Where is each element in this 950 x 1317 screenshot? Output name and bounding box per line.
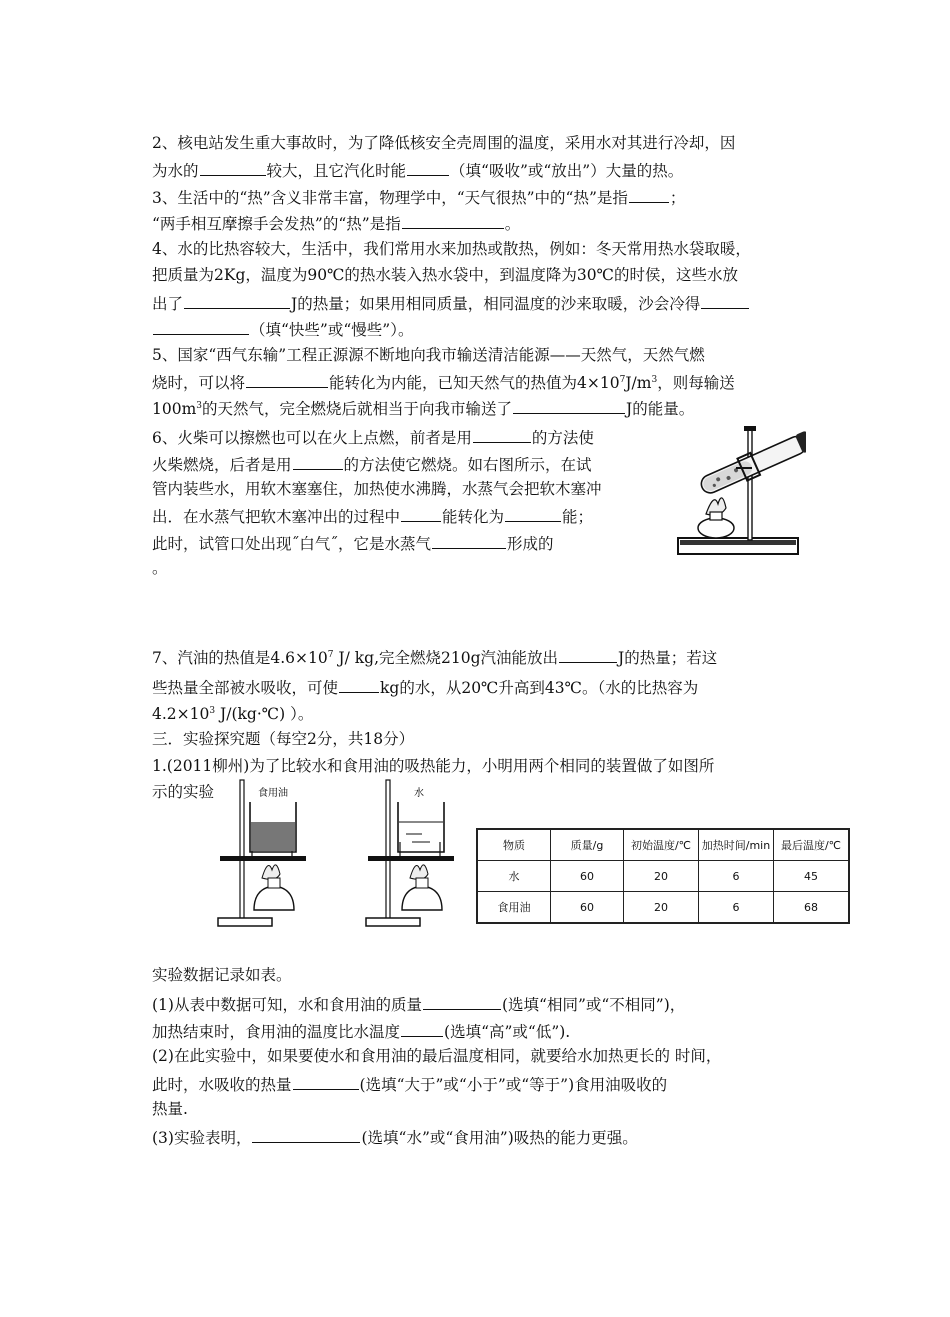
- q6-text: 。: [152, 559, 168, 577]
- e1-line-2: [152, 782, 214, 802]
- q4-text: 把质量为2Kg，温度为90℃的热水装入热水袋中，到温度降为30℃的时侯，这些水放: [152, 266, 738, 284]
- q5-text: 烧时，可以将: [152, 374, 246, 392]
- e1-p2-line-2: [152, 1073, 667, 1095]
- e1-p2-line-3: [152, 1099, 188, 1119]
- q5-line-2: [152, 371, 735, 393]
- q4-line-1: [152, 239, 751, 259]
- table-header: 加热时间/min: [699, 829, 774, 861]
- q6-line-6: [152, 558, 168, 578]
- q6-line-5: [152, 532, 554, 554]
- answer-blank[interactable]: [513, 397, 625, 414]
- exponent: 7: [619, 374, 626, 385]
- q6-text: 能；: [562, 508, 594, 526]
- exponent: 3: [196, 400, 203, 411]
- table-cell: 60: [551, 892, 624, 924]
- answer-blank[interactable]: [402, 212, 504, 229]
- q6-line-2: [152, 453, 592, 475]
- table-header: 质量/g: [551, 829, 624, 861]
- q6-text: 能转化为: [442, 508, 505, 526]
- data-table: [476, 828, 850, 924]
- e1-text: 实验数据记录如表。: [152, 966, 292, 984]
- answer-blank[interactable]: [629, 186, 669, 203]
- table-row: [477, 861, 849, 892]
- answer-blank[interactable]: [701, 292, 749, 309]
- table-cell: 水: [477, 861, 551, 892]
- q4-text: J的热量；如果用相同质量，相同温度的沙来取暖，沙会冷得: [291, 295, 701, 313]
- table-cell: 68: [774, 892, 850, 924]
- table-cell: 食用油: [477, 892, 551, 924]
- e1-text: (选填“高”或“低”).: [444, 1023, 571, 1041]
- q7-text: J/(kg·℃) ）。: [215, 705, 314, 723]
- q7-line-1: [152, 646, 717, 668]
- e1-text: (3)实验表明，: [152, 1129, 252, 1147]
- q6-text: 此时，试管口处出现˝白气˝，它是水蒸气: [152, 535, 432, 553]
- answer-blank[interactable]: [401, 505, 441, 522]
- section-heading: [152, 729, 414, 749]
- q7-text: 4.2×10: [152, 705, 210, 723]
- answer-blank[interactable]: [423, 993, 501, 1010]
- e1-p3-line: [152, 1126, 638, 1148]
- q2-line-1: [152, 133, 735, 153]
- q4-line-3: [152, 292, 750, 314]
- q5-text: J的能量。: [626, 400, 695, 418]
- table-cell: 60: [551, 861, 624, 892]
- q6-text: 形成的: [507, 535, 554, 553]
- answer-blank[interactable]: [473, 426, 531, 443]
- q7-line-3: [152, 704, 313, 724]
- table-header: 物质: [477, 829, 551, 861]
- q4-text: 出了: [152, 295, 184, 313]
- exponent: 3: [209, 705, 216, 716]
- table-cell: 6: [699, 861, 774, 892]
- answer-blank[interactable]: [293, 1073, 359, 1090]
- q3-text: 3、生活中的“热”含义非常丰富，物理学中，“天气很热”中的“热”是指: [152, 189, 628, 207]
- q5-text: 的天然气，完全燃烧后就相当于向我市输送了: [202, 400, 513, 418]
- q2-text: 2、核电站发生重大事故时，为了降低核安全壳周围的温度，采用水对其进行冷却，因: [152, 134, 736, 152]
- beaker-heating-figure: [216, 778, 462, 930]
- q4-line-4: [152, 318, 413, 340]
- q5-line-3: [152, 397, 694, 419]
- e1-text: (选填“相同”或“不相同”)，: [501, 996, 686, 1014]
- q6-line-1: [152, 426, 594, 448]
- q5-text: J/m: [625, 374, 652, 392]
- e1-p2-line-1: [152, 1046, 721, 1066]
- exponent: 3: [651, 374, 658, 385]
- answer-blank[interactable]: [153, 318, 249, 335]
- answer-blank[interactable]: [339, 676, 379, 693]
- test-tube-heating-figure: [676, 424, 806, 560]
- q6-text: 出．在水蒸气把软木塞冲出的过程中: [152, 508, 401, 526]
- e1-text: 此时，水吸收的热量: [152, 1076, 292, 1094]
- q7-text: 7、汽油的热值是4.6×10: [152, 649, 328, 667]
- q4-text: （填“快些”或“慢些”）。: [250, 321, 414, 339]
- q5-text: 100m: [152, 400, 197, 418]
- e1-text: (1)从表中数据可知，水和食用油的质量: [152, 996, 422, 1014]
- e1-text: (2)在此实验中，如果要使水和食用油的最后温度相同，就要给水加热更长的 时间，: [152, 1047, 722, 1065]
- section-title: 三．实验探究题（每空2分，共18分）: [152, 730, 415, 748]
- table-cell: 6: [699, 892, 774, 924]
- answer-blank[interactable]: [293, 453, 343, 470]
- table-header: 初始温度/℃: [624, 829, 699, 861]
- answer-blank[interactable]: [184, 292, 290, 309]
- q2-line-2: [152, 159, 683, 181]
- q7-text: J/ kg,完全燃烧210g汽油能放出: [333, 649, 559, 667]
- q6-text: 的方法使: [531, 429, 594, 447]
- table-cell: 20: [624, 892, 699, 924]
- table-cell: 20: [624, 861, 699, 892]
- answer-blank[interactable]: [200, 159, 266, 176]
- q5-text: 能转化为内能，已知天然气的热值为4×10: [329, 374, 620, 392]
- q6-text: 6、火柴可以擦燃也可以在火上点燃，前者是用: [152, 429, 472, 447]
- q3-text: ；: [669, 189, 686, 207]
- e1-text: 1.(2011柳州)为了比较水和食用油的吸热能力，小明用两个相同的装置做了如图所: [152, 757, 715, 775]
- answer-blank[interactable]: [246, 371, 328, 388]
- water-label: 水: [414, 788, 424, 799]
- q5-text: 5、国家“西气东输”工程正源源不断地向我市输送清洁能源——天然气，天然气燃: [152, 346, 705, 364]
- q6-line-4: [152, 505, 593, 527]
- q3-line-2: [152, 212, 520, 234]
- answer-blank[interactable]: [401, 1020, 443, 1037]
- e1-text: 热量.: [152, 1100, 188, 1118]
- q7-line-2: [152, 676, 698, 698]
- oil-label: 食用油: [258, 788, 288, 799]
- e1-text: (选填“大于”或“小于”或“等于”)食用油吸收的: [359, 1076, 668, 1094]
- q7-text: 些热量全部被水吸收，可使: [152, 679, 339, 697]
- q7-text: J的热量；若这: [618, 649, 718, 667]
- e1-record-line: [152, 965, 292, 985]
- table-cell: 45: [774, 861, 850, 892]
- q2-text: 为水的: [152, 162, 199, 180]
- q3-text: 。: [504, 215, 521, 233]
- q2-text: （填“吸收”或“放出”）大量的热。: [450, 162, 684, 180]
- q5-text: ，则每输送: [657, 374, 735, 392]
- q4-line-2: [152, 265, 738, 285]
- q6-line-3: [152, 479, 602, 499]
- e1-p1-line-2: [152, 1020, 570, 1042]
- q5-line-1: [152, 345, 705, 365]
- e1-text: 示的实验: [152, 783, 215, 801]
- answer-blank[interactable]: [559, 646, 617, 663]
- e1-line-1: [152, 756, 714, 776]
- q6-text: 管内装些水，用软木塞塞住，加热使水沸腾，水蒸气会把软木塞冲: [152, 480, 602, 498]
- e1-text: 加热结束时，食用油的温度比水温度: [152, 1023, 401, 1041]
- answer-blank[interactable]: [252, 1126, 360, 1143]
- q4-text: 4、水的比热容较大，生活中，我们常用水来加热或散热，例如：冬天常用热水袋取暖，: [152, 240, 751, 258]
- q6-text: 火柴燃烧，后者是用: [152, 456, 292, 474]
- exponent: 7: [327, 649, 334, 660]
- e1-p1-line-1: [152, 993, 685, 1015]
- e1-text: (选填“水”或“食用油”)吸热的能力更强。: [361, 1129, 638, 1147]
- q3-text: “两手相互摩擦手会发热”的“热”是指: [152, 215, 401, 233]
- q6-text: 的方法使它燃烧。如右图所示，在试: [343, 456, 592, 474]
- answer-blank[interactable]: [432, 532, 506, 549]
- q7-text: kg的水，从20℃升高到43℃。（水的比热容为: [380, 679, 699, 697]
- table-row: [477, 892, 849, 924]
- table-header: 最后温度/℃: [774, 829, 850, 861]
- q2-text: 较大，且它汽化时能: [266, 162, 407, 180]
- q3-line-1: [152, 186, 685, 208]
- answer-blank[interactable]: [407, 159, 449, 176]
- answer-blank[interactable]: [505, 505, 561, 522]
- table-header-row: [477, 829, 849, 861]
